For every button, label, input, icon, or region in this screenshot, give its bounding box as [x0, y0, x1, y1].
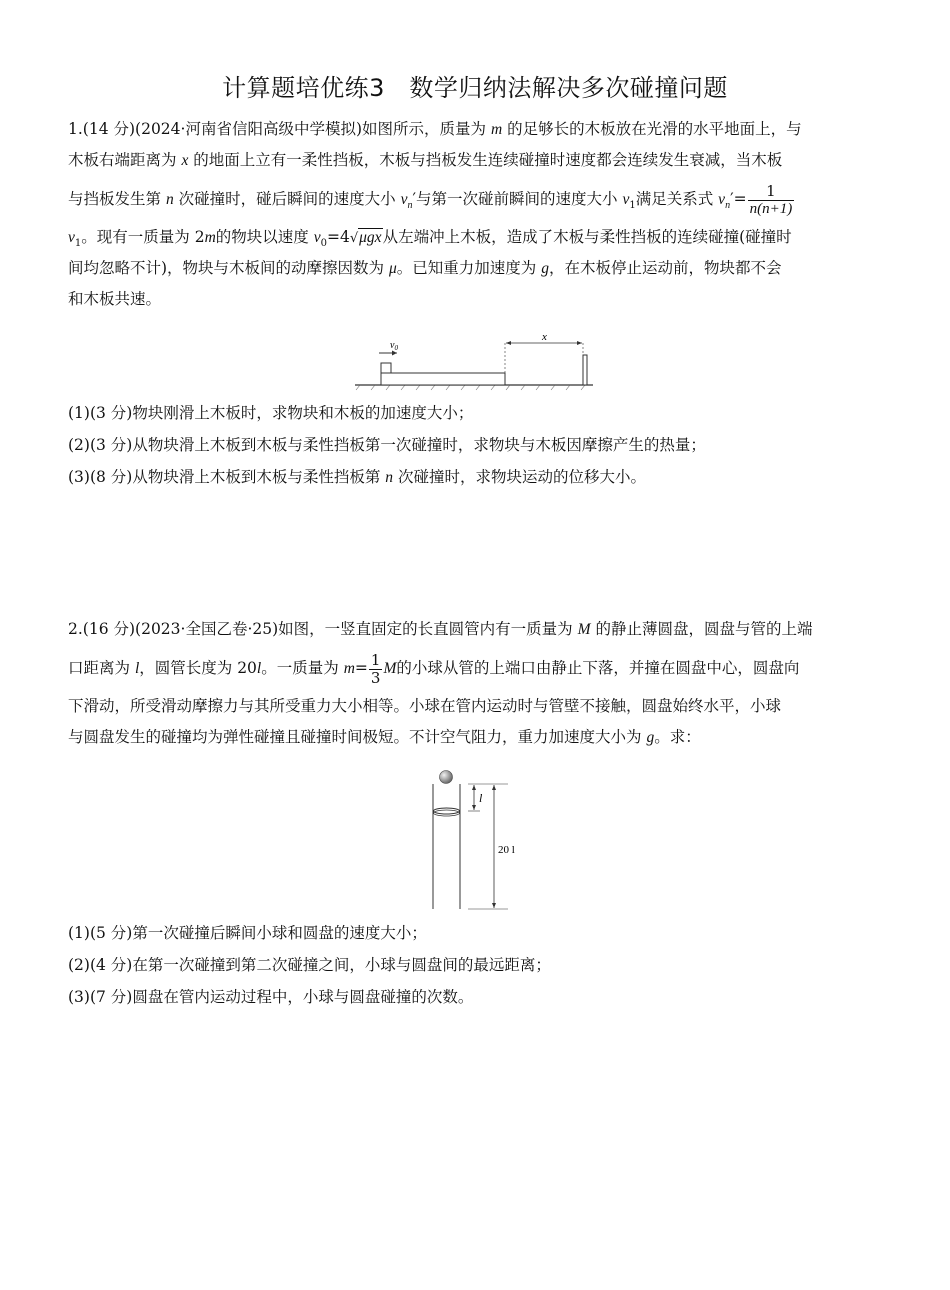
- fraction-denominator: n(n+1): [749, 200, 793, 217]
- q1-sub-1: 1: [629, 200, 636, 212]
- q1-text: ，在木板停止运动前，物块都不会: [548, 259, 782, 277]
- q1-text: =4: [326, 228, 350, 246]
- q2-text: 与圆盘发生的碰撞均为弹性碰撞且碰撞时间极短。不计空气阻力，重力加速度大小为: [68, 728, 642, 746]
- q1-text: 的物块以速度: [215, 228, 309, 246]
- question-1-subquestions: [68, 398, 880, 494]
- q2-var-l: l: [256, 660, 262, 677]
- x-label: x: [542, 333, 547, 343]
- q1-var-n: n: [165, 191, 174, 208]
- q1-line-1: [68, 114, 880, 145]
- q1-text: 次碰撞时，碰后瞬间的速度大小: [178, 190, 396, 208]
- q1-line-5: [68, 253, 880, 284]
- q1-var-g: g: [541, 260, 549, 277]
- q2-text: =: [354, 659, 368, 677]
- q1-var-v0: v: [313, 229, 321, 246]
- flexible-barrier: [583, 355, 587, 385]
- wooden-board: [381, 373, 505, 385]
- q2-text: ，圆管长度为 20: [139, 659, 257, 677]
- q1-line-4: $v_1$。现有一质量为 2m的物块以速度 $v_0=4√\mu gx$从左端冲上木板，造成了木板与柔性挡板的连续碰撞(碰撞时: [68, 228, 792, 250]
- q2-var-g: g: [646, 729, 655, 746]
- q2-line-4: [68, 722, 880, 753]
- q1-root-expression: μgx: [359, 229, 382, 246]
- q1-line-2: [68, 145, 880, 176]
- q1-sub-1: 1: [74, 238, 82, 250]
- q1-var-mu: μ: [389, 260, 397, 277]
- q2-var-M: M: [577, 621, 591, 638]
- fraction-numerator: 1: [748, 183, 795, 201]
- q2-var-m: m: [343, 660, 355, 677]
- page-title: 计算题培优练3 数学归纳法解决多次碰撞问题: [222, 74, 728, 102]
- q2-subquestion-3: (3)(7 分)圆盘在管内运动过程中，小球与圆盘碰撞的次数。: [68, 988, 474, 1006]
- q1-text: 间均忽略不计)，物块与木板间的动摩擦因数为: [68, 259, 385, 277]
- q1-text: 满足关系式: [635, 190, 714, 208]
- small-block: [381, 363, 391, 373]
- q2-text: 口距离为: [68, 659, 131, 677]
- small-ball: [440, 771, 453, 784]
- q1-text: 从左端冲上木板，造成了木板与柔性挡板的连续碰撞(碰撞时: [382, 228, 792, 246]
- v0-label: $v_0$: [390, 340, 398, 352]
- 20l-label: 20 l: [498, 844, 515, 856]
- q2-figure-tube-diagram: [428, 764, 528, 914]
- q1-line-3: [68, 176, 880, 222]
- fraction-numerator: 1: [370, 651, 381, 669]
- q1-var-n: n: [385, 469, 394, 486]
- q2-text: 。求：: [654, 728, 701, 746]
- q2-line-1: [68, 614, 880, 645]
- q1-line-6: 和木板共速。: [68, 290, 162, 308]
- q1-text: 木板右端距离为: [68, 151, 177, 169]
- q2-fraction: [369, 652, 383, 686]
- q2-var-M: M: [383, 660, 397, 677]
- q1-subquestion-1: (1)(3 分)物块刚滑上木板时，求物块和木板的加速度大小；: [68, 404, 474, 422]
- q2-line-2: [68, 645, 880, 691]
- l-label: l: [479, 791, 483, 805]
- q1-var-vn: v: [718, 191, 726, 208]
- fraction-denominator: 3: [370, 668, 381, 687]
- q1-var-x: x: [181, 152, 189, 169]
- q1-text: 1.(14 分)(2024·河南省信阳高级中学模拟)如图所示，质量为: [68, 120, 487, 138]
- q2-line-3: 下滑动，所受滑动摩擦力与其所受重力大小相等。小球在管内运动时与管壁不接触，圆盘始终水平，小球: [68, 697, 782, 715]
- q1-var-v1: v: [622, 191, 630, 208]
- q1-sub-n: n: [407, 200, 413, 212]
- q1-var-vn: v: [400, 191, 408, 208]
- question-2-stem: [68, 614, 880, 753]
- q1-var-m: m: [204, 229, 216, 246]
- q1-text: ′与第一次碰前瞬间的速度大小: [412, 190, 618, 208]
- q2-text: 。一质量为: [261, 659, 339, 677]
- question-2-subquestions: [68, 918, 880, 1014]
- q1-text: 的地面上立有一柔性挡板，木板与挡板发生连续碰撞时速度都会连续发生衰减，当木板: [193, 151, 783, 169]
- q1-var-m: m: [490, 121, 503, 138]
- q1-var-v1: v: [68, 229, 75, 246]
- q1-text: ′=: [730, 190, 747, 208]
- q2-subquestion-2: (2)(4 分)在第一次碰撞到第二次碰撞之间，小球与圆盘间的最远距离；: [68, 956, 551, 974]
- q1-text: 与挡板发生第: [68, 190, 162, 208]
- q1-sub-0: 0: [320, 238, 327, 250]
- q2-var-l: l: [134, 660, 140, 677]
- q2-text: 2.(16 分)(2023·全国乙卷·25)如图，一竖直固定的长直圆管内有一质量为: [68, 620, 573, 638]
- q2-subquestion-1: (1)(5 分)第一次碰撞后瞬间小球和圆盘的速度大小；: [68, 924, 427, 942]
- q2-text: 的静止薄圆盘，圆盘与管的上端: [595, 620, 813, 638]
- q1-text: 。已知重力加速度为: [396, 259, 537, 277]
- q1-subquestion-2: (2)(3 分)从物块滑上木板到木板与柔性挡板第一次碰撞时，求物块与木板因摩擦产生的热量；: [68, 436, 706, 454]
- q1-text: 次碰撞时，求物块运动的位移大小。: [397, 468, 646, 486]
- q1-sub-n: n: [725, 200, 731, 212]
- q2-text: 的小球从管的上端口由静止下落，并撞在圆盘中心，圆盘向: [396, 659, 800, 677]
- q1-subquestion-3: [68, 462, 880, 494]
- q1-figure-board-diagram: [355, 333, 595, 391]
- q1-text: (3)(8 分)从物块滑上木板到木板与柔性挡板第: [68, 468, 381, 486]
- q1-text: 。现有一质量为 2: [81, 228, 205, 246]
- q1-fraction: [748, 183, 795, 217]
- q1-text: 的足够长的木板放在光滑的水平地面上，与: [507, 120, 802, 138]
- question-1-stem: [68, 114, 880, 315]
